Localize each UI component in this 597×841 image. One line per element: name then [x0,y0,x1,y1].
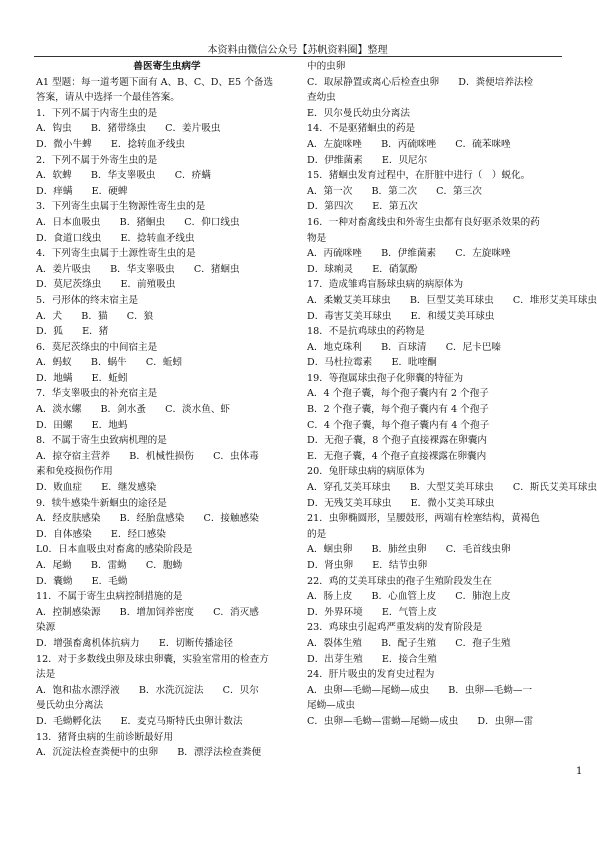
text-line: 尾蚴—成虫 [307,700,355,712]
text-line: A．柔嫩艾美耳球虫 B．巨型艾美耳球虫 C．堆形艾美耳球虫 [307,294,597,306]
text-line: 曼氏幼虫分离法 [36,700,104,712]
text-line: D．地螨 E．蚯蚓 [36,372,128,384]
text-line: C．4 个孢子囊，每个孢子囊内有 4 个孢子 [307,419,490,431]
text-line: 9．犊牛感染牛新蛔虫的途径是 [36,497,167,509]
text-line: D．无孢子囊，8 个孢子直接裸露在卵囊内 [307,435,487,447]
text-line: D．伊维菌素 E．贝尼尔 [307,154,428,166]
left-column [36,59,298,761]
text-line: A．控制感染源 B．增加饲养密度 C．消灭感 [36,606,259,618]
text-line: D．马杜拉霉素 E．吡喹酮 [307,357,437,369]
text-line: A．姜片吸虫 B．华支睾吸虫 C．猪蛔虫 [36,263,240,275]
text-line: D．无残艾美耳球虫 E．微小艾美耳球虫 [307,497,495,509]
text-line: 17．造成雏鸡盲肠球虫病的病原体为 [307,279,464,291]
text-line: D．囊蚴 E．毛蚴 [36,575,128,587]
text-line: 6．莫尼茨绦虫的中间宿主是 [36,341,158,353]
text-line: D．狐 E．猪 [36,326,109,338]
text-line: D．毒害艾美耳球虫 E．和缓艾美耳球虫 [307,310,495,322]
text-line: 20．兔肝球虫病的病原体为 [307,466,425,478]
text-line: 14．不是驱猪蛔虫的药是 [307,123,416,135]
text-line: E．无孢子囊，4 个孢子直接裸露在卵囊内 [307,450,487,462]
text-line: A．左旋咪唑 B．丙硫咪唑 C．硫苯咪唑 [307,138,511,150]
text-line: D．微小牛蜱 E．捻转血矛线虫 [36,138,186,150]
text-line: A．沉淀法检查粪便中的虫卵 B．漂浮法检查粪便 [36,747,262,759]
text-line: 22．鸡的艾美耳球虫的孢子生殖阶段发生在 [307,575,492,587]
text-line: E．贝尔曼氏幼虫分离法 [307,107,410,119]
text-line: 染源 [36,622,56,634]
text-line: 的是 [307,528,327,540]
text-line: 8．不属于寄生虫致病机理的是 [36,435,167,447]
text-line: D．痒螨 E．硬蜱 [36,185,128,197]
text-line: A．蚂蚁 B．蜗牛 C．蚯蚓 [36,357,183,369]
text-line: D．第四次 E．第五次 [307,201,418,213]
text-line: 1．下列不属于内寄生虫的是 [36,107,158,119]
text-line: A．地克珠利 B．百球清 C．尼卡巴嗪 [307,341,502,353]
text-line: D．球痢灵 E．硝氯酚 [307,263,418,275]
text-line: 4．下列寄生虫属于土源性寄生虫的是 [36,248,196,260]
text-line: B．2 个孢子囊，每个孢子囊内有 4 个孢子 [307,404,489,416]
text-line: D．肾虫卵 E．结节虫卵 [307,560,428,571]
text-line: A．虫卵—毛蚴—尾蚴—成虫 B．虫卵—毛蚴—一 [307,684,533,696]
text-line: 23．鸡球虫引起鸡严重发病的发育阶段是 [307,622,483,634]
text-line: 19．等孢属球虫孢子化卵囊的特征为 [307,372,464,384]
text-line: A．掠夺宿主营养 B．机械性损伤 C．虫体毒 [36,450,259,462]
document-title: 兽医寄生虫病学 [133,61,201,72]
text-line: 24．肝片吸虫的发育史过程为 [307,669,435,681]
text-line: 15．猪蛔虫发育过程中，在肝脏中进行（ ）蜕化。 [307,170,531,182]
text-line: D．毛蚴孵化法 E．麦克马斯特氏虫卵计数法 [36,715,243,727]
text-line: 13．猪肾虫病的生前诊断最好用 [36,731,173,743]
text-line: 7．华支睾吸虫的补充宿主是 [36,388,158,400]
text-line: A．软蜱 B．华支睾吸虫 C．疥螨 [36,170,211,182]
text-line: 物是 [307,232,327,244]
text-line: C．取尿静置或离心后检查虫卵 D．粪便培养法检 [307,76,534,88]
text-line: 2．下列不属于外寄生虫的是 [36,154,158,166]
text-line: A．蛔虫卵 B．肺丝虫卵 C．毛首线虫卵 [307,544,511,556]
text-line: 查幼虫 [307,92,336,104]
text-line: 16．一种对畜禽线虫和外寄生虫都有良好驱杀效果的药 [307,216,540,228]
text-line: A．4 个孢子囊，每个孢子囊内有 2 个孢子 [307,388,489,400]
text-line: D．莫尼茨绦虫 E．前殖吸虫 [36,279,176,291]
right-column [307,59,597,730]
text-line: A．钩虫 B．猪带绦虫 C．姜片吸虫 [36,123,221,135]
text-line: D．田螺 E．地蚂 [36,419,128,431]
page-number: 1 [576,766,583,777]
text-line: C．虫卵—毛蚴—雷蚴—尾蚴—成虫 D．虫卵—雷 [307,715,534,727]
text-line: 法是 [36,669,56,681]
text-line: A．淡水螺 B．剑水蚤 C．淡水鱼、虾 [36,404,231,416]
page-header: 本资料由微信公众号【苏帆资料圈】整理 [207,45,388,56]
text-line: A．经皮肤感染 B．经胎盘感染 C．接触感染 [36,513,259,525]
text-line: A．尾蚴 B．雷蚴 C．胞蚴 [36,560,183,571]
text-line: 5．弓形体的终末宿主是 [36,294,139,306]
text-line: D．自体感染 E．经口感染 [36,528,166,540]
text-line: A．穿孔艾美耳球虫 B．大型艾美耳球虫 C．斯氏艾美耳球虫 [307,482,597,494]
text-line: A．饱和盐水漂浮液 B．水洗沉淀法 C．贝尔 [36,684,259,696]
text-line: 素和免疫损伤作用 [36,466,113,478]
text-line: A．日本血吸虫 B．猪蛔虫 C．仰口线虫 [36,216,240,228]
text-line: D．败血症 E．继发感染 [36,482,157,494]
header-rule [34,56,562,57]
text-line: 3．下列寄生虫属于生物源性寄生虫的是 [36,201,206,213]
text-line: D．食道口线虫 E．捻转血矛线虫 [36,232,195,244]
text-line: 答案，请从中选择一个最佳答案。 [36,92,180,104]
text-line: 11．不属于寄生虫病控制措施的是 [36,591,183,603]
text-line: 12．对于多数线虫卵及球虫卵囊，实验室常用的检查方 [36,653,269,665]
text-line: A1 型题：每一道考题下面有 A、B、C、D、E5 个备选 [36,76,273,88]
text-line: 21．虫卵椭圆形，呈腰鼓形，两端有栓塞结构，黄褐色 [307,513,540,525]
text-line: D．增强畜禽机体抗病力 E．切断传播途径 [36,637,233,649]
text-line: A．第一次 B．第二次 C．第三次 [307,185,482,197]
text-line: A．肠上皮 B．心血管上皮 C．肺泡上皮 [307,591,511,603]
text-line: A．犬 B．猫 C．狼 [36,310,154,322]
text-line: 18．不是抗鸡球虫的药物是 [307,326,425,338]
text-line: A．丙硫咪唑 B．伊维菌素 C．左旋咪唑 [307,248,511,260]
text-line: D．出芽生殖 E．接合生殖 [307,653,437,665]
text-line: D．外界环境 E．气管上皮 [307,606,437,618]
text-line: L0．日本血吸虫对畜禽的感染阶段是 [36,544,193,556]
text-line: 中的虫卵 [307,61,346,72]
text-line: A．裂体生殖 B．配子生殖 C．孢子生殖 [307,637,511,649]
